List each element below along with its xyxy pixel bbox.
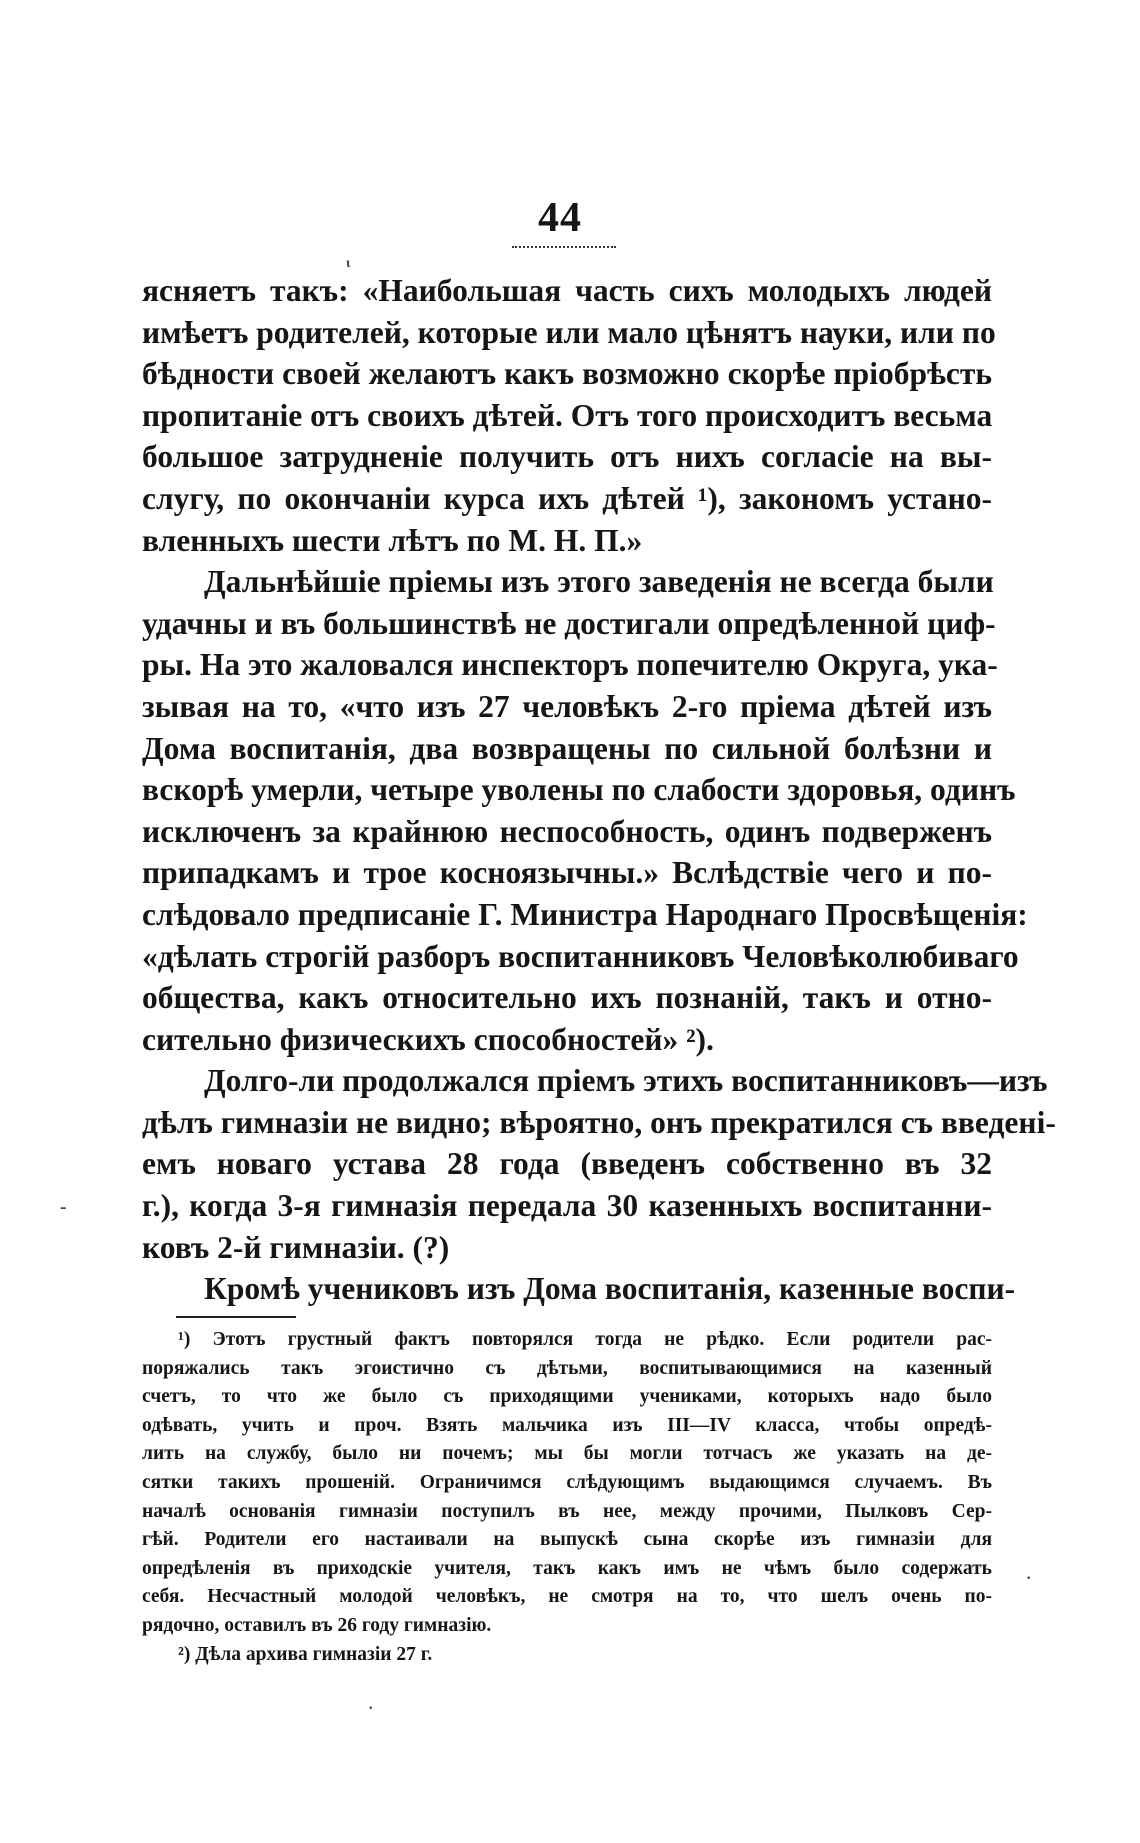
text-line: Дома воспитанія, два возвращены по сильной болѣзни и: [142, 730, 992, 766]
main-text: [142, 270, 1056, 1310]
text-line: «дѣлать строгій разборъ воспитанниковъ Человѣколюбиваго: [142, 938, 1019, 974]
text-line: емъ новаго устава 28 года (введенъ собственно въ 32: [142, 1146, 992, 1182]
paragraph-start-line: Дальнѣйшіе пріемы изъ этого заведенія не всегда были: [204, 564, 994, 600]
footnote-line: гѣй. Родители его настаивали на выпускѣ сына скорѣе изъ гимназіи для: [142, 1529, 992, 1551]
text-line: вленныхъ шести лѣтъ по М. Н. П.»: [142, 522, 643, 558]
text-line: дѣлъ гимназіи не видно; вѣроятно, онъ прекратился съ введені-: [142, 1104, 1056, 1140]
text-line: слугу, по окончаніи курса ихъ дѣтей ¹), закономъ устано-: [142, 480, 992, 516]
footnote-line: себя. Несчастный молодой человѣкъ, не смотря на то, что шелъ очень по-: [142, 1586, 992, 1608]
print-dot-mark: ·: [368, 1700, 374, 1717]
text-line: ры. На это жаловался инспекторъ попечителю Округа, ука-: [142, 647, 998, 683]
margin-dash-mark: -: [60, 1196, 67, 1218]
text-line: сительно физическихъ способностей» ²).: [142, 1021, 714, 1057]
text-line: исключенъ за крайнюю неспособность, одинъ подверженъ: [142, 813, 992, 849]
footnote-separator: [176, 1316, 296, 1318]
footnote-line: ²) Дѣла архива гимназіи 27 г.: [178, 1643, 433, 1665]
text-line: пропитаніе отъ своихъ дѣтей. Отъ того происходитъ весьма: [142, 397, 993, 433]
text-line: имѣетъ родителей, которые или мало цѣнятъ науки, или по: [142, 314, 996, 350]
footnote-line: опредѣленія въ приходскіе учителя, такъ какъ имъ не чѣмъ было содержать: [142, 1557, 992, 1579]
footnote-line: одѣвать, учить и проч. Взять мальчика изъ III—IV класса, чтобы опредѣ-: [142, 1414, 992, 1436]
footnote-line: поряжались такъ эгоистично съ дѣтьми, воспитывающимися на казенный: [142, 1357, 992, 1379]
text-line: слѣдовало предписаніе Г. Министра Народнаго Просвѣщенія:: [142, 896, 1028, 932]
page-number-rule: [512, 246, 616, 248]
text-line: ковъ 2-й гимназіи. (?): [142, 1229, 450, 1265]
footnote-line: сятки такихъ прошеній. Ограничимся слѣдующимъ выдающимся случаемъ. Въ: [142, 1471, 992, 1493]
print-dot-mark: ·: [1026, 1570, 1032, 1587]
page-number: 44: [538, 195, 582, 241]
text-line: ясняетъ такъ: «Наибольшая часть сихъ молодыхъ людей: [142, 273, 992, 308]
text-line: зывая на то, «что изъ 27 человѣкъ 2-го пріема дѣтей изъ: [142, 688, 992, 724]
footnotes: [142, 1326, 992, 1669]
text-line: припадкамъ и трое косноязычны.» Вслѣдствіе чего и по-: [142, 855, 992, 891]
text-line: большое затрудненіе получить отъ нихъ согласіе на вы-: [142, 439, 992, 475]
paragraph-start-line: Долго-ли продолжался пріемъ этихъ воспитанниковъ—изъ: [204, 1063, 1048, 1099]
footnote-line: счетъ, то что же было съ приходящими учениками, которыхъ надо было: [142, 1386, 992, 1408]
text-line: общества, какъ относительно ихъ познаній, такъ и отно-: [142, 980, 992, 1016]
footnote-line: ¹) Этотъ грустный фактъ повторялся тогда не рѣдко. Если родители рас-: [178, 1329, 992, 1350]
text-line: бѣдности своей желаютъ какъ возможно скорѣе пріобрѣсть: [142, 356, 992, 392]
footnote-line: рядочно, оставилъ въ 26 году гимназію.: [142, 1614, 492, 1636]
text-line: вскорѣ умерли, четыре уволены по слабости здоровья, одинъ: [142, 772, 1016, 808]
text-line: г.), когда 3-я гимназія передала 30 казенныхъ воспитанни-: [142, 1188, 992, 1224]
paragraph-start-line: Кромѣ учениковъ изъ Дома воспитанія, казенные воспи-: [204, 1271, 1016, 1307]
print-speck-mark: ι: [346, 256, 351, 271]
footnote-line: началѣ основанія гимназіи поступилъ въ нее, между прочими, Пылковъ Сер-: [142, 1500, 992, 1522]
footnote-line: лить на службу, было ни почемъ; мы бы могли тотчасъ же указать на де-: [142, 1443, 992, 1465]
text-line: удачны и въ большинствѣ не достигали опредѣленной циф-: [142, 605, 996, 641]
